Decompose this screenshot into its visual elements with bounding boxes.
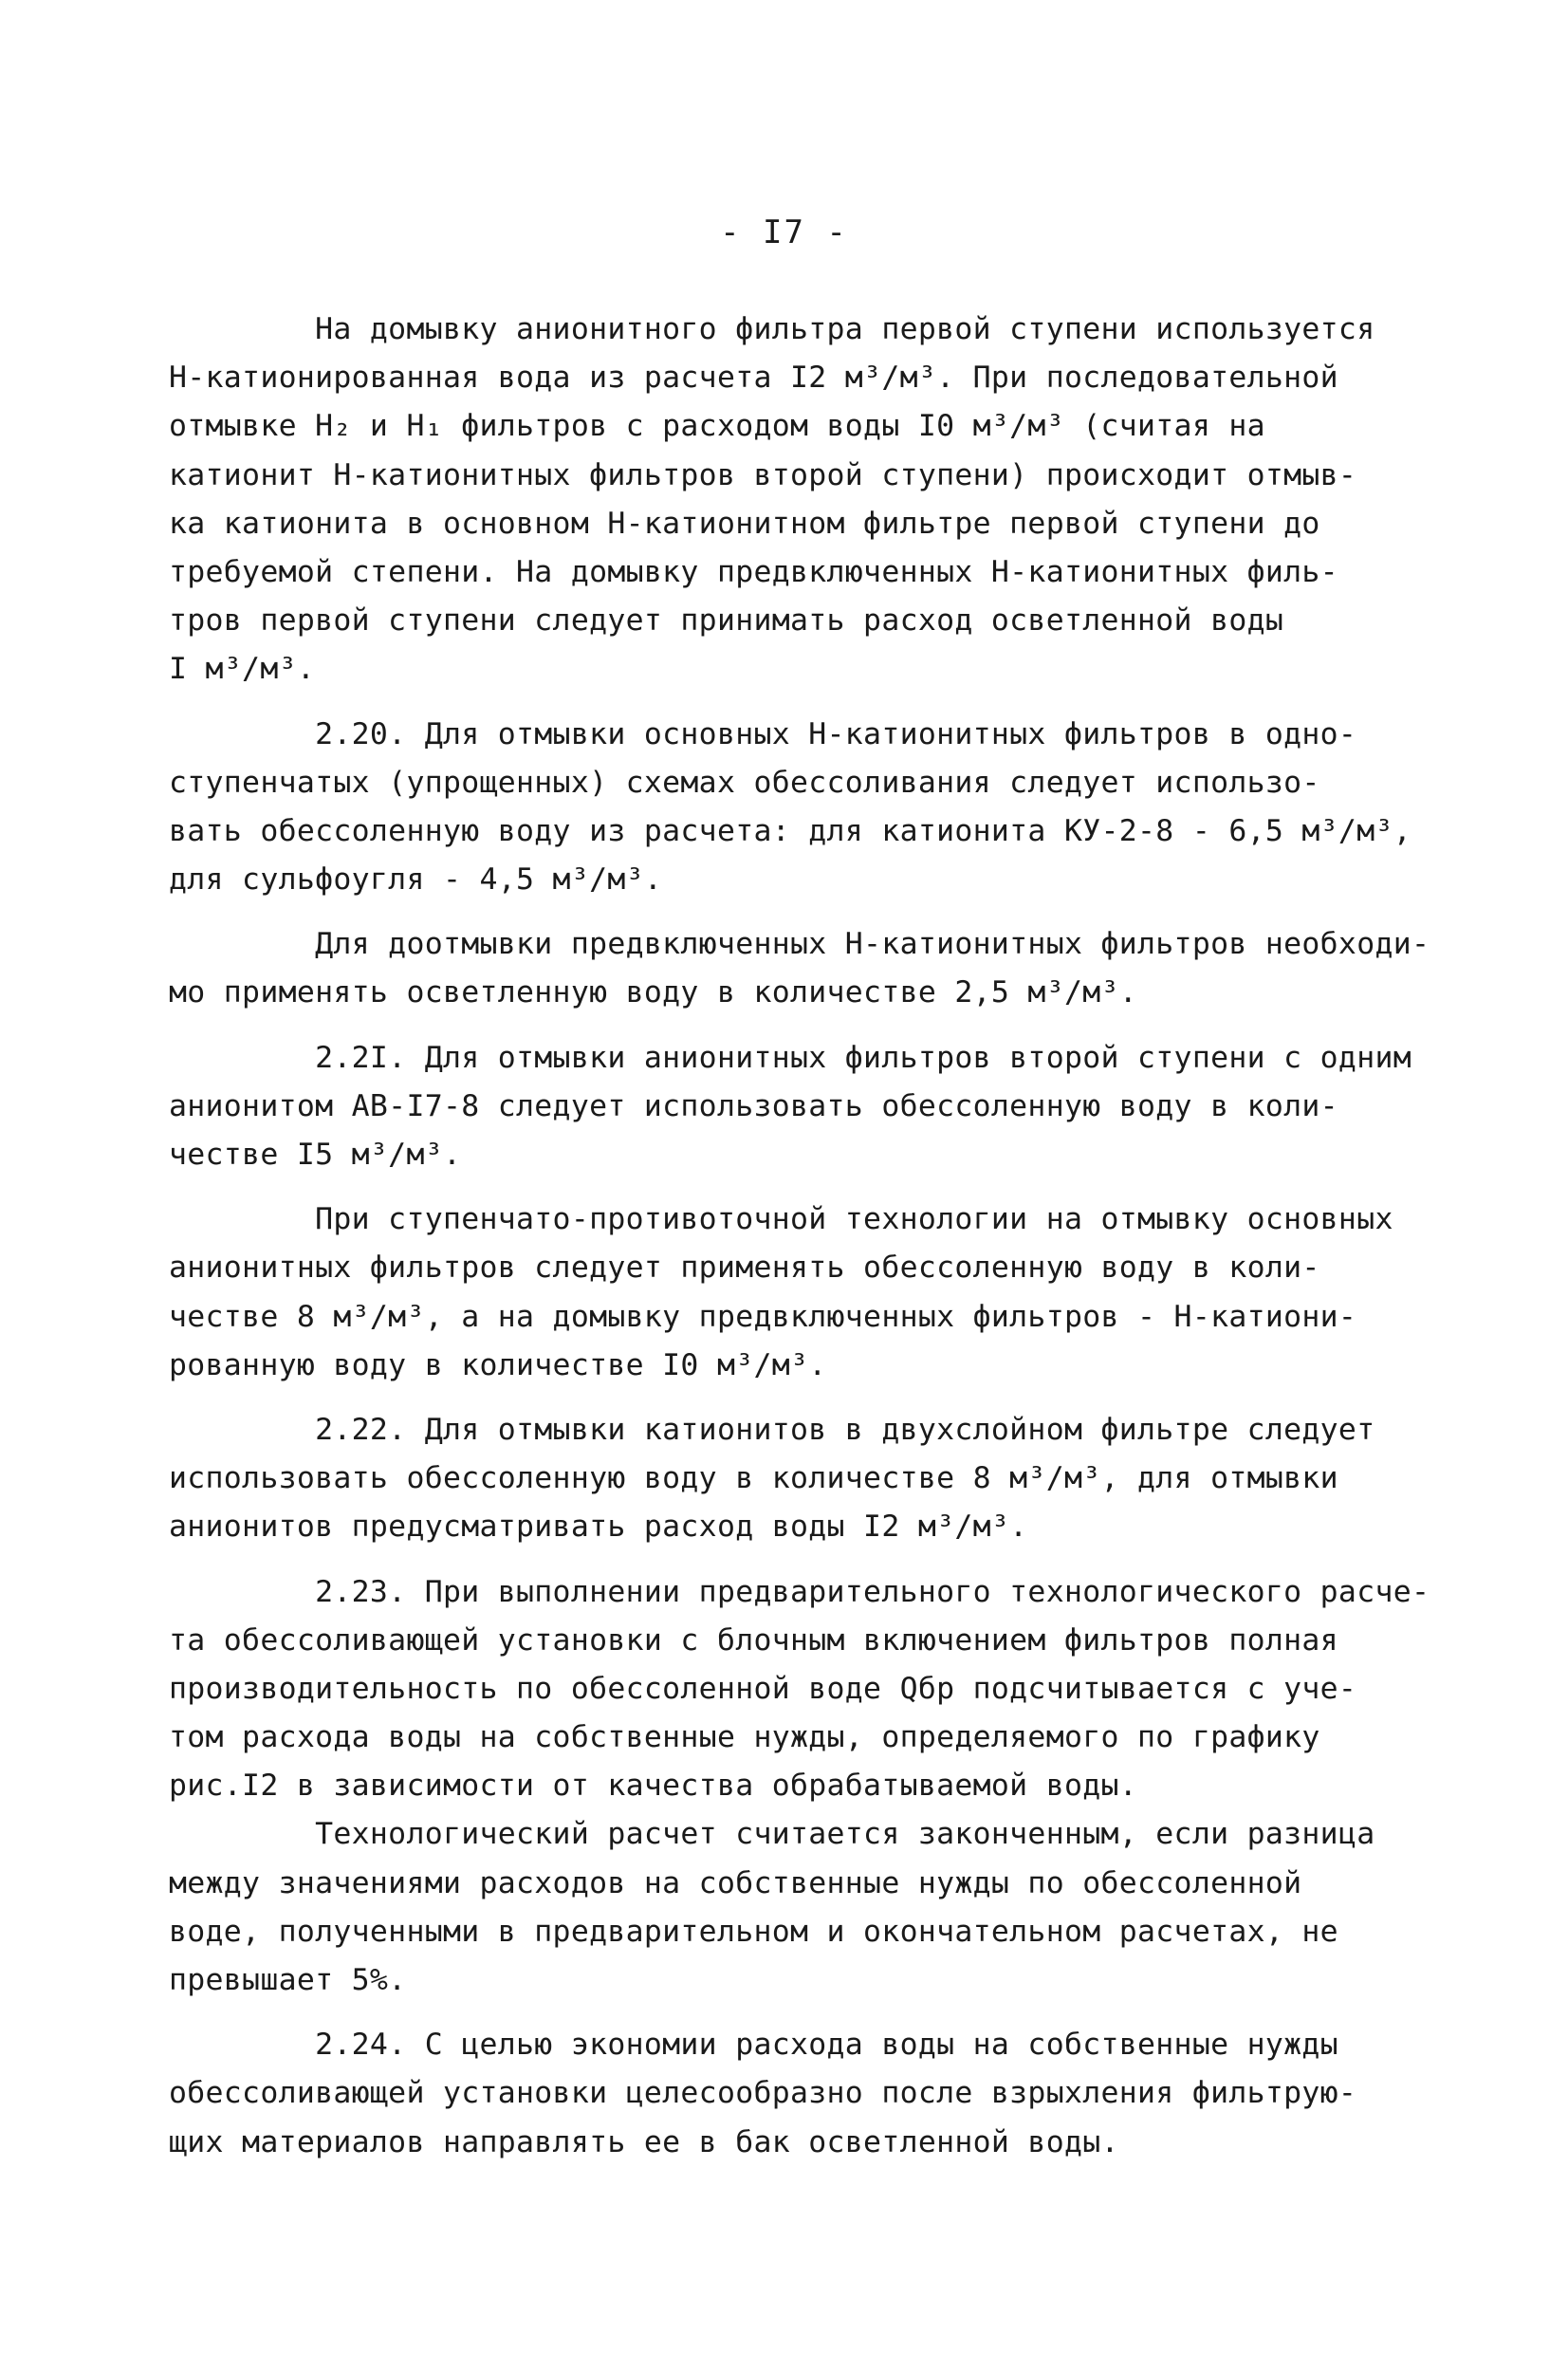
text-line: производительность по обессоленной воде Qбр подсчитывается с уче- [169,1671,1357,1706]
text-line: щих материалов направлять ее в бак осветленной воды. [169,2124,1119,2159]
text-line: ка катионита в основном Н-катионитном фильтре первой ступени до [169,506,1320,541]
text-line: превышает 5%. [169,1963,407,1997]
text-line: та обессоливающей установки с блочным включением фильтров полная [169,1622,1338,1658]
text-line: Технологический расчет считается законченным, если разница [169,1817,1375,1852]
text-line: честве I5 м³/м³. [169,1138,462,1172]
text-line: При ступенчато-противоточной технологии на отмывку основных [169,1202,1393,1237]
text-line: На домывку анионитного фильтра первой ступени используется [169,312,1375,346]
text-line: I м³/м³. [169,652,316,687]
text-line: 2.22. Для отмывки катионитов в двухслойном фильтре следует [169,1412,1375,1447]
paragraph-p2 [169,711,1421,905]
paragraph-p3 [169,920,1430,1017]
paragraph-p9 [169,2021,1421,2167]
text-line: 2.2I. Для отмывки анионитных фильтров второй ступени с одним [169,1040,1411,1075]
text-line: 2.23. При выполнении предварительного технологического расче- [169,1574,1430,1609]
paragraph-p7 [169,1568,1430,1811]
page-number: - I7 - [720,213,848,251]
text-line: Н-катионированная вода из расчета I2 м³/м³. При последовательной [169,361,1338,396]
body-text [169,306,1430,2167]
text-line: анионитов предусматривать расход воды I2 м³/м³. [169,1510,1028,1545]
text-line: катионит Н-катионитных фильтров второй ступени) происходит отмыв- [169,457,1357,492]
text-line: анионитных фильтров следует применять обессоленную воду в коли- [169,1251,1320,1286]
text-line: 2.20. Для отмывки основных Н-катионитных фильтров в одно- [169,716,1357,751]
paragraph-p8 [169,1810,1421,2005]
text-line: для сульфоугля - 4,5 м³/м³. [169,862,663,898]
paragraph-p6 [169,1406,1421,1552]
text-line: мо применять осветленную воду в количестве 2,5 м³/м³. [169,975,1138,1010]
text-line: вать обессоленную воду из расчета: для катионита КУ-2-8 - 6,5 м³/м³, [169,813,1411,848]
text-line: том расхода воды на собственные нужды, определяемого по графику [169,1720,1320,1755]
paragraph-p5 [169,1195,1421,1390]
text-line: честве 8 м³/м³, а на домывку предвключенных фильтров - Н-катиони- [169,1299,1357,1334]
text-line: рис.I2 в зависимости от качества обрабатываемой воды. [169,1769,1138,1804]
text-line: обессоливающей установки целесообразно после взрыхления фильтрую- [169,2076,1357,2111]
text-line: использовать обессоленную воду в количестве 8 м³/м³, для отмывки [169,1461,1338,1496]
text-line: тров первой ступени следует принимать расход осветленной воды [169,603,1284,639]
text-line: Для доотмывки предвключенных Н-катионитных фильтров необходи- [169,927,1430,962]
paragraph-p4 [169,1034,1421,1180]
text-line: требуемой степени. На домывку предвключенных Н-катионитных филь- [169,554,1338,589]
text-line: анионитом АВ-I7-8 следует использовать обессоленную воду в коли- [169,1088,1338,1123]
paragraph-p1 [169,306,1421,695]
text-line: рованную воду в количестве I0 м³/м³. [169,1347,827,1382]
text-line: между значениями расходов на собственные нужды по обессоленной [169,1865,1302,1900]
text-line: отмывке Н₂ и Н₁ фильтров с расходом воды I0 м³/м³ (считая на [169,409,1265,444]
text-line: воде, полученными в предварительном и окончательном расчетах, не [169,1914,1338,1949]
text-line: ступенчатых (упрощенных) схемах обессоливания следует использо- [169,765,1320,800]
text-line: 2.24. С целью экономии расхода воды на собственные нужды [169,2028,1338,2063]
